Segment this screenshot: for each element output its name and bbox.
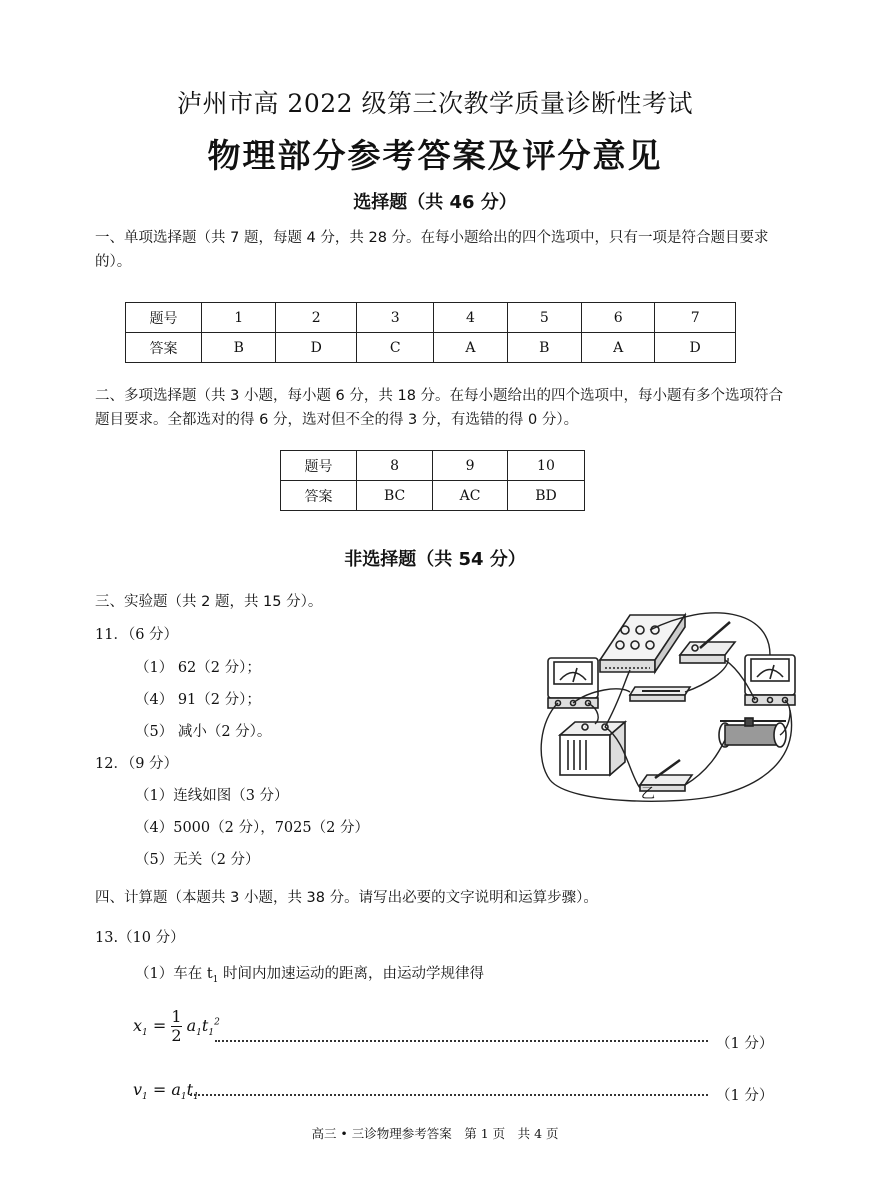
formula-x1: $x_1$ = $\frac{1}{2}$ $a_1t_1^2$ xyxy=(133,1007,220,1045)
figure-caption: 乙 xyxy=(641,786,655,802)
rheostat xyxy=(719,718,786,747)
non-choice-section-heading: 非选择题（共 54 分） xyxy=(344,549,526,570)
switch-top xyxy=(680,622,735,663)
q12-item: （4）5000（2 分），7025（2 分） xyxy=(135,820,369,836)
table-cell: 7 xyxy=(655,303,736,333)
q12-item: （1）连线如图（3 分） xyxy=(135,788,289,804)
table-cell: 8 xyxy=(357,451,433,481)
table-cell: 5 xyxy=(507,303,581,333)
single-choice-table xyxy=(125,302,736,363)
resistor xyxy=(630,687,690,701)
table-cell: BD xyxy=(507,481,584,511)
table-cell: B xyxy=(507,333,581,363)
table-cell: D xyxy=(655,333,736,363)
table-header-cell: 答案 xyxy=(126,333,202,363)
exam-title: 泸州市高 2022 级第三次教学质量诊断性考试 xyxy=(176,89,694,118)
table-header-cell: 答案 xyxy=(281,481,357,511)
table-cell: A xyxy=(434,333,507,363)
q11-label: 11．（6 分） xyxy=(95,627,179,643)
calculation-heading: 四、计算题（本题共 3 小题，共 38 分。请写出必要的文字说明和运算步骤）。 xyxy=(95,890,598,906)
leader-dots xyxy=(215,1040,708,1042)
table-row xyxy=(126,303,736,333)
q12-item: （5）无关（2 分） xyxy=(135,852,260,868)
table-cell: 10 xyxy=(507,451,584,481)
experiment-heading: 三、实验题（共 2 题，共 15 分）。 xyxy=(95,594,323,610)
multi-choice-table xyxy=(280,450,585,511)
q12-label: 12．（9 分） xyxy=(95,756,179,772)
table-row xyxy=(281,481,585,511)
leader-dots xyxy=(190,1094,708,1096)
voltmeter xyxy=(548,658,598,708)
table-cell: 6 xyxy=(582,303,655,333)
battery xyxy=(560,722,625,775)
table-cell: 9 xyxy=(433,451,508,481)
table-row xyxy=(281,451,585,481)
table-cell: 1 xyxy=(202,303,276,333)
table-cell: D xyxy=(276,333,357,363)
score-label: （1 分） xyxy=(716,1036,774,1052)
table-row xyxy=(126,333,736,363)
table-cell: C xyxy=(357,333,434,363)
table-cell: 4 xyxy=(434,303,507,333)
table-cell: 3 xyxy=(357,303,434,333)
table-header-cell: 题号 xyxy=(281,451,357,481)
multi-choice-instructions: 二、多项选择题（共 3 小题，每小题 6 分，共 18 分。在每小题给出的四个选项中，每小题有多个选项符合题目要求。全都选对的得 6 分，选对但不全的得 3 分，有选错的得 0 分）。 xyxy=(95,388,784,428)
single-choice-instructions: 一、单项选择题（共 7 题，每题 4 分，共 28 分。在每小题给出的四个选项中，只有一项是符合题目要求的）。 xyxy=(95,230,769,270)
table-cell: B xyxy=(202,333,276,363)
score-label: （1 分） xyxy=(716,1088,774,1104)
q11-item: （5） 减小（2 分）。 xyxy=(135,724,272,740)
page-footer: 高三 • 三诊物理参考答案 第 1 页 共 4 页 xyxy=(311,1126,559,1141)
ammeter xyxy=(745,655,795,705)
q11-item: （1） 62（2 分）； xyxy=(135,660,261,676)
table-header-cell: 题号 xyxy=(126,303,202,333)
answer-key-title: 物理部分参考答案及评分意见 xyxy=(207,136,663,175)
formula-v1: $v_1 = a_1t_1$ xyxy=(133,1080,199,1103)
q13-part1-text: （1）车在 $t_1$ 时间内加速运动的距离，由运动学规律得 xyxy=(135,966,485,985)
resistance-box xyxy=(600,615,685,672)
q13-label: 13.（10 分） xyxy=(95,930,185,946)
table-cell: BC xyxy=(357,481,433,511)
circuit-diagram xyxy=(530,600,810,805)
table-cell: AC xyxy=(433,481,508,511)
q11-item: （4） 91（2 分）； xyxy=(135,692,261,708)
choice-section-heading: 选择题（共 46 分） xyxy=(353,192,517,213)
table-cell: 2 xyxy=(276,303,357,333)
table-cell: A xyxy=(582,333,655,363)
